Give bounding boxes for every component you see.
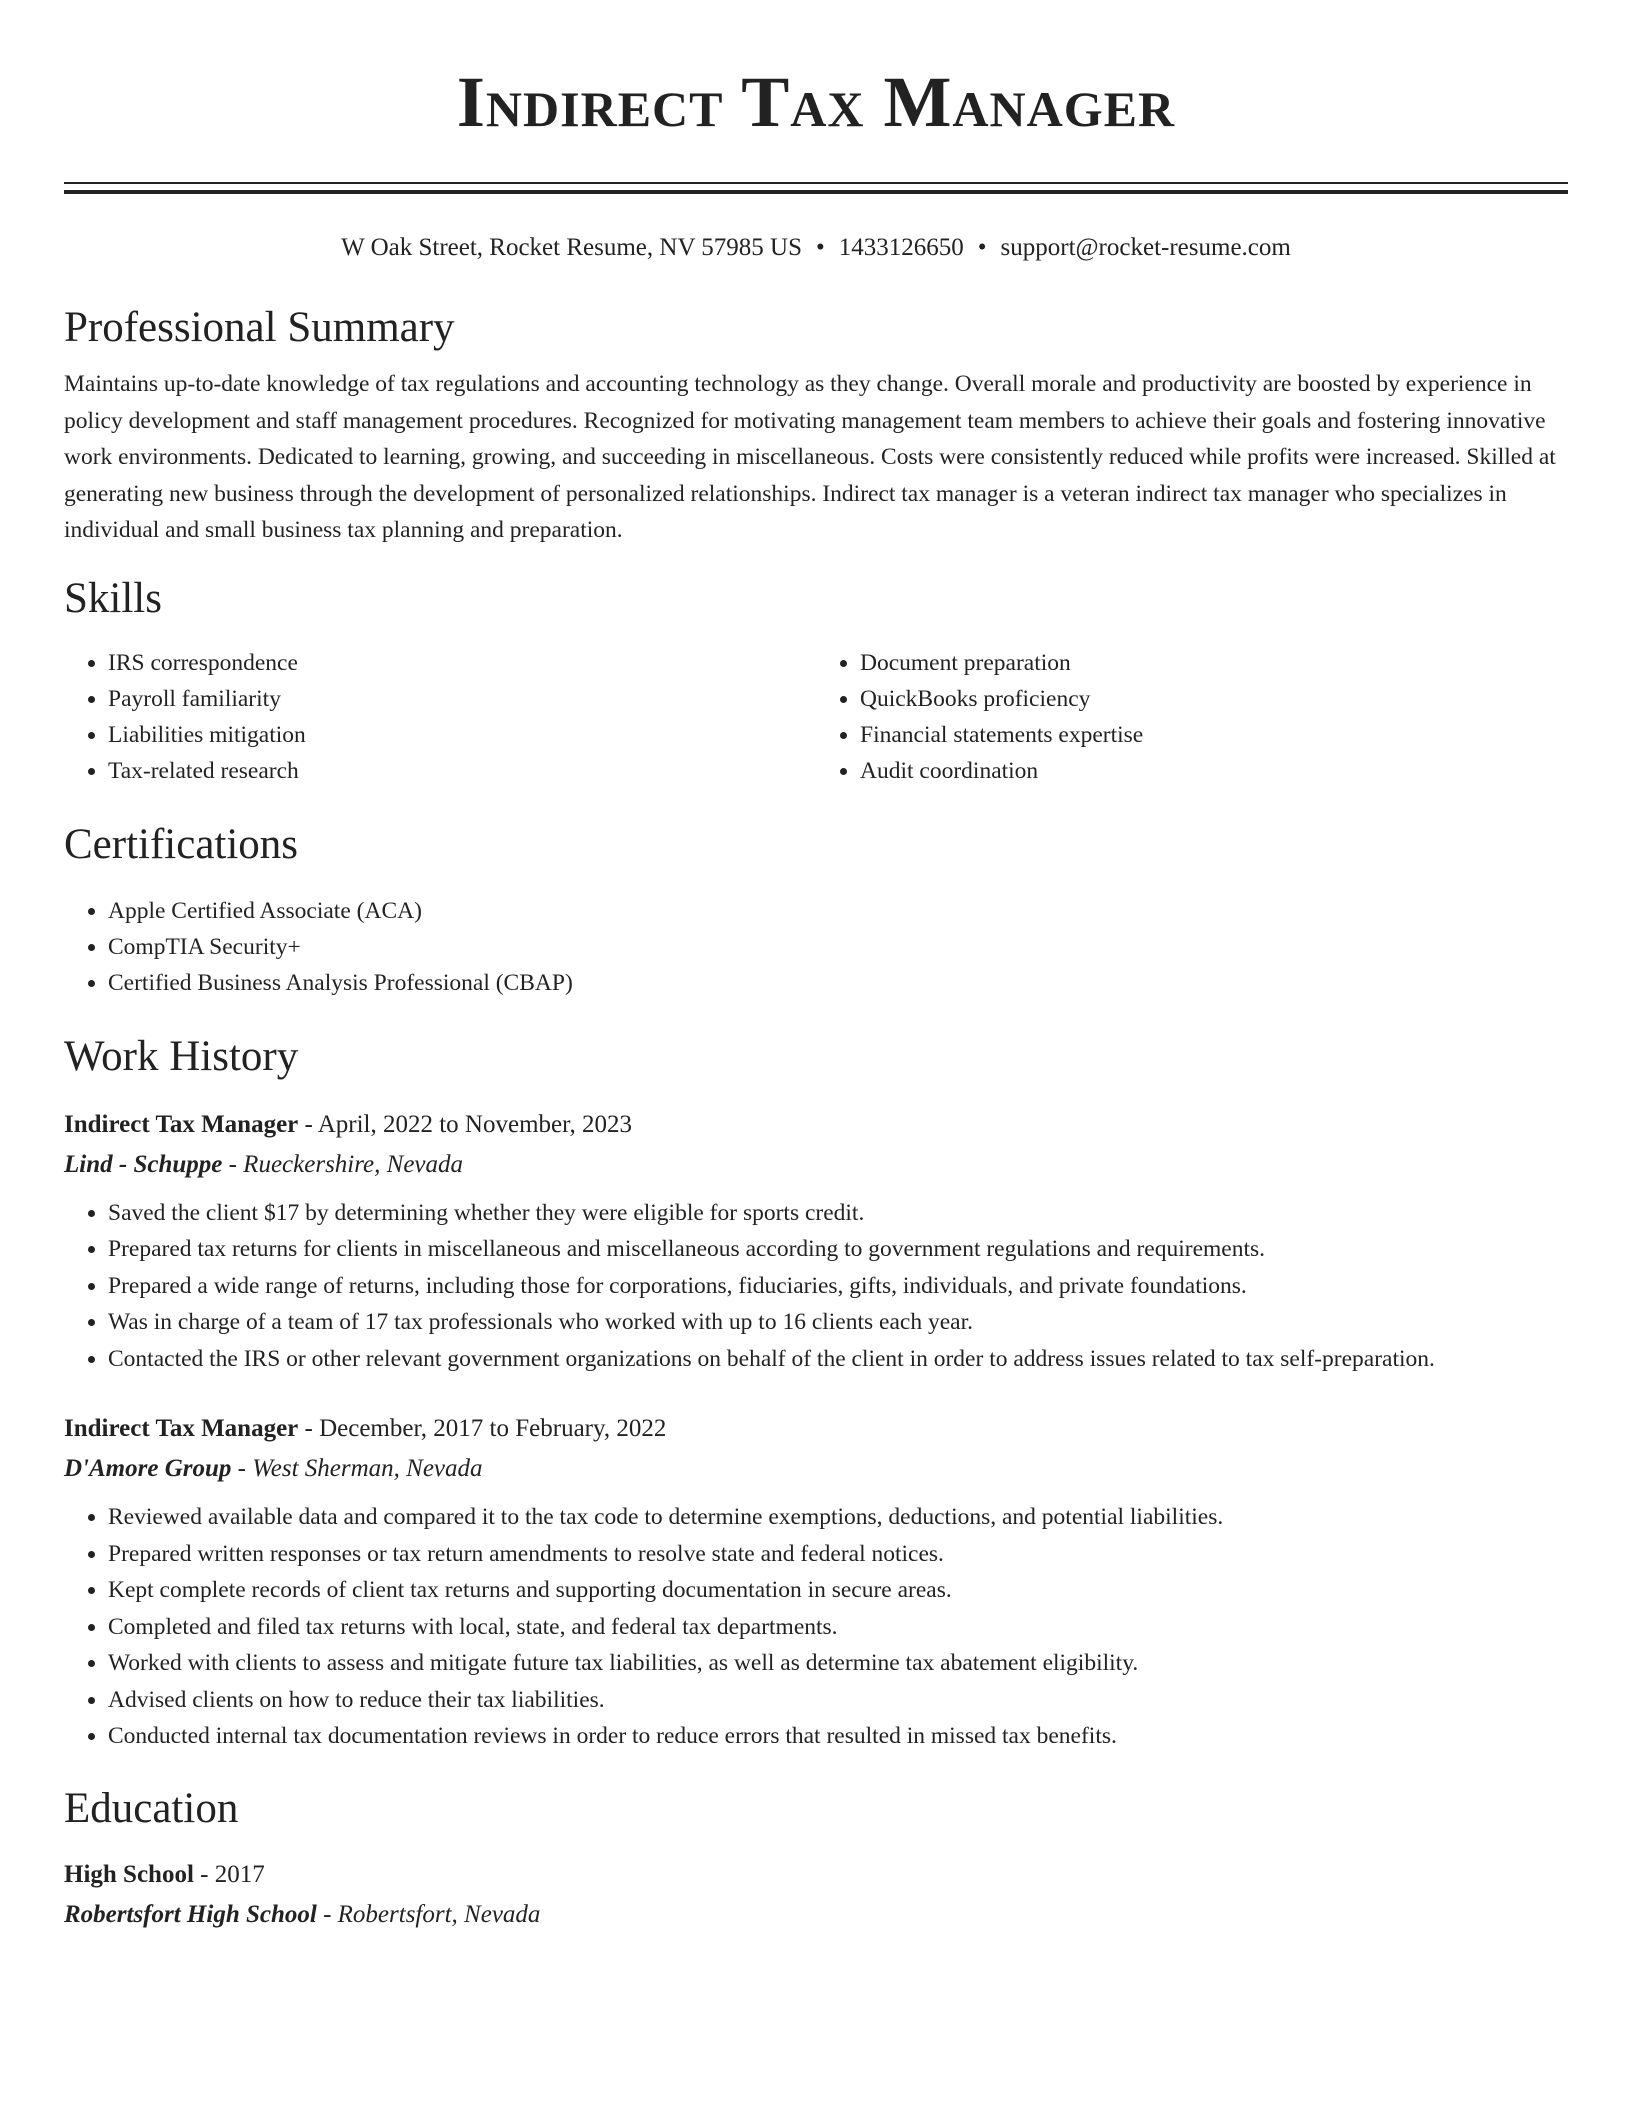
certification-item: • Certified Business Analysis Professional (CBAP) [108,965,1568,1001]
education-school-line [64,1895,1568,1935]
skill-item: • QuickBooks proficiency [860,681,1568,717]
job-bullet: • Prepared tax returns for clients in miscellaneous and miscellaneous according to government regulations and requirements. [108,1231,1568,1268]
job-location: - West Sherman, Nevada [231,1455,483,1482]
job-bullet: • Reviewed available data and compared it to the tax code to determine exemptions, deductions, and potential liabilities. [108,1499,1568,1536]
job-dates: - December, 2017 to February, 2022 [298,1415,667,1442]
skill-item: • Document preparation [860,645,1568,681]
job-role: Indirect Tax Manager [64,1110,299,1138]
job-bullet: • Prepared written responses or tax return amendments to resolve state and federal notices. [108,1536,1568,1573]
resume-name: Indirect Tax Manager [456,62,1176,142]
contact-email: support@rocket-resume.com [1000,234,1291,261]
job-bullets [64,1499,1568,1755]
job-bullet: • Contacted the IRS or other relevant government organizations on behalf of the client in order to address issues related to tax self-preparation. [108,1341,1568,1378]
skill-item: • IRS correspondence [108,645,816,681]
skills-grid [64,645,1568,789]
contact-phone: 1433126650 [838,234,964,261]
certifications-list [64,893,1568,1001]
skill-item: • Audit coordination [860,753,1568,789]
job-entry [64,1409,1568,1755]
header-double-rule [64,182,1568,194]
job-bullet: • Was in charge of a team of 17 tax professionals who worked with up to 16 clients each year. [108,1304,1568,1341]
job-bullet: • Worked with clients to assess and mitigate future tax liabilities, as well as determine tax abatement eligibility. [108,1645,1568,1682]
job-bullet: • Saved the client $17 by determining whether they were eligible for sports credit. [108,1195,1568,1232]
job-bullets [64,1195,1568,1378]
work-history-heading: Work History [64,1032,299,1080]
job-title-line [64,1409,1568,1449]
job-location: - Rueckershire, Nevada [222,1150,464,1178]
job-company: D'Amore Group [64,1455,232,1482]
contact-address: W Oak Street, Rocket Resume, NV 57985 US [341,234,802,261]
certifications-heading: Certifications [64,820,299,868]
education-heading: Education [64,1784,239,1832]
skill-item: • Liabilities mitigation [108,717,816,753]
education-year: - 2017 [193,1860,265,1888]
contact-line [64,230,1568,266]
skills-list-left [64,645,816,789]
certification-item: • Apple Certified Associate (ACA) [108,893,1568,929]
job-bullet: • Kept complete records of client tax returns and supporting documentation in secure areas. [108,1572,1568,1609]
skills-heading: Skills [64,574,162,622]
job-company-line [64,1145,1568,1185]
contact-separator: • [816,234,825,261]
skills-list-right [816,645,1568,789]
job-bullet: • Conducted internal tax documentation reviews in order to reduce errors that resulted in missed tax benefits. [108,1718,1568,1755]
education-location: - Robertsfort, Nevada [316,1900,541,1928]
education-entry [64,1855,1568,1935]
job-company-line [64,1449,1568,1489]
job-bullet: • Advised clients on how to reduce their tax liabilities. [108,1682,1568,1719]
certification-item: • CompTIA Security+ [108,929,1568,965]
education-school: Robertsfort High School [64,1900,317,1928]
job-entry [64,1105,1568,1378]
skill-item: • Payroll familiarity [108,681,816,717]
job-role: Indirect Tax Manager [64,1415,299,1442]
job-dates: - April, 2022 to November, 2023 [298,1110,632,1138]
summary-heading: Professional Summary [64,304,455,351]
skill-item: • Financial statements expertise [860,717,1568,753]
contact-separator: • [977,234,987,261]
job-title-line [64,1105,1568,1145]
skill-item: • Tax-related research [108,753,816,789]
summary-text: Maintains up-to-date knowledge of tax regulations and accounting technology as they change. Overall morale and productivity are boosted by experience in policy development and staff management procedures. Recognized for motivating management team members to achieve their goals and fostering innovative work environments. Dedicated to learning, growing, and succeeding in miscellaneous. Costs were consistently reduced while profits were increased. Skilled at generating new business through the development of personalized relationships. Indirect tax manager is a veteran indirect tax manager who specializes in individual and small business tax planning and preparation. [64,371,1556,543]
job-company: Lind - Schuppe [64,1150,223,1178]
education-degree-line [64,1855,1568,1895]
education-degree: High School [64,1860,194,1888]
job-bullet: • Completed and filed tax returns with local, state, and federal tax departments. [108,1609,1568,1646]
job-bullet: • Prepared a wide range of returns, including those for corporations, fiduciaries, gifts, individuals, and private foundations. [108,1268,1568,1305]
